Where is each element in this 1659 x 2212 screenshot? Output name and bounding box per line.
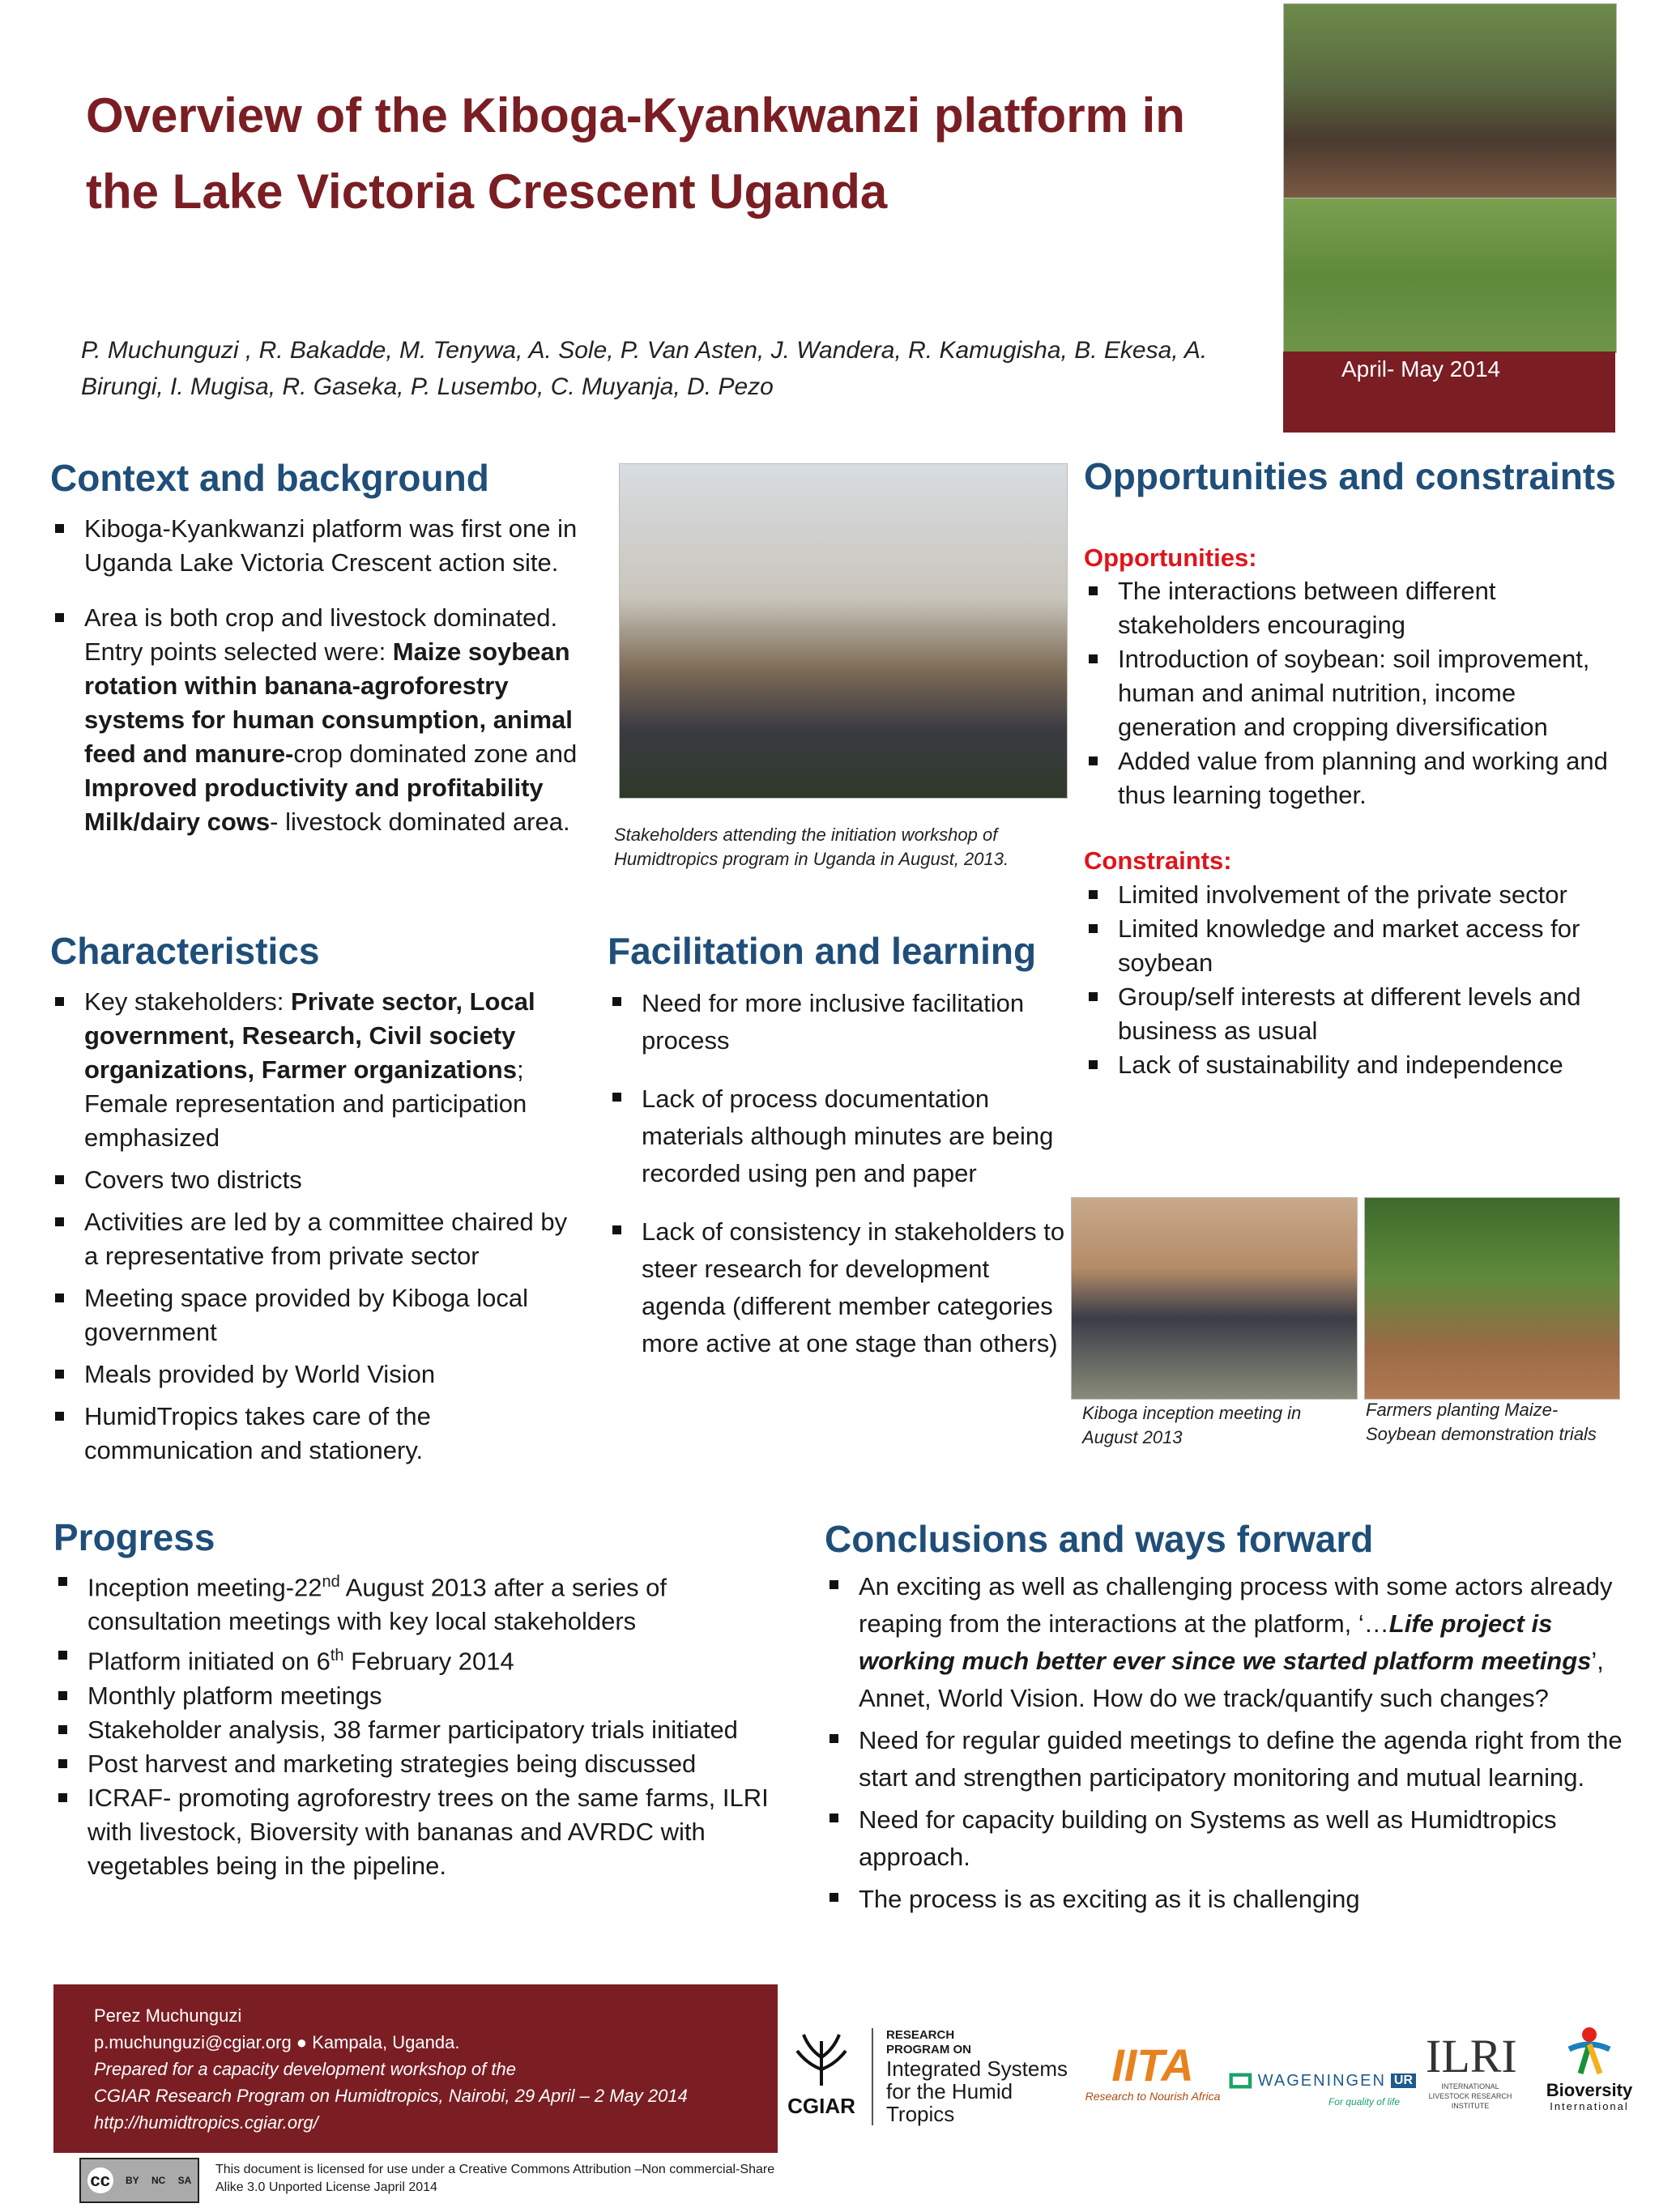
photo-goat-field <box>1283 198 1617 353</box>
conclusions-list <box>825 1568 1627 1918</box>
bioversity-label: Bioversity <box>1546 2080 1633 2100</box>
constraints-list <box>1084 878 1627 1082</box>
footer-contact: p.muchunguzi@cgiar.org ● Kampala, Uganda. <box>94 2032 460 2052</box>
list-item: Meals provided by World Vision <box>50 1357 585 1392</box>
bioversity-figure-icon <box>1561 2025 1618 2077</box>
cc-license-badge <box>79 2158 199 2203</box>
list-item: An exciting as well as challenging process with some actors already reaping from the interactions at the platform, ‘…Life project is working much better ever since we started platform meetings’, Annet, World Vision. How do we track/quantify such changes? <box>825 1568 1627 1717</box>
cc-icon: cc <box>87 2167 113 2193</box>
research-program-logo <box>872 2028 1097 2125</box>
opportunities-label: Opportunities: <box>1084 543 1257 572</box>
list-item: Platform initiated on 6th February 2014 <box>53 1639 799 1678</box>
photo-kiboga-meeting <box>1071 1197 1358 1400</box>
photo-farmers-planting <box>1364 1197 1620 1400</box>
list-item: Area is both crop and livestock dominated. Entry points selected were: Maize soybean rotation within banana-agroforestry systems for human consumption, animal feed and manure-crop dominated zone and Improved productivity and profitability Milk/dairy cows- livestock dominated area. <box>50 601 601 839</box>
list-item: Inception meeting-22nd August 2013 after a series of consultation meetings with key local stakeholders <box>53 1565 799 1639</box>
wageningen-tagline: For quality of life <box>1328 2096 1400 2108</box>
cc-by: BY <box>125 2175 139 2186</box>
list-item: Added value from planning and working and thus learning together. <box>1084 744 1627 812</box>
conclusions-heading: Conclusions and ways forward <box>825 1518 1374 1560</box>
context-heading: Context and background <box>50 457 489 499</box>
rp-line-1: RESEARCH <box>886 2028 955 2042</box>
wageningen-label: WAGENINGEN <box>1257 2071 1386 2090</box>
photo-caption-kiboga: Kiboga inception meeting in August 2013 <box>1082 1403 1302 1447</box>
photo-farmers-top <box>1283 3 1617 199</box>
list-item: Lack of consistency in stakeholders to steer research for development agenda (different member categories more active at one stage than others) <box>608 1213 1069 1362</box>
iita-logo <box>1084 2041 1222 2103</box>
cgiar-label: CGIAR <box>787 2094 855 2118</box>
cc-nc: NC <box>151 2175 166 2186</box>
list-item: Monthly platform meetings <box>53 1679 799 1713</box>
cgiar-logo <box>783 2025 860 2122</box>
date-label: April- May 2014 <box>1341 356 1501 381</box>
list-item: HumidTropics takes care of the communication and stationery. <box>50 1400 585 1468</box>
ilri-label: ILRI <box>1426 2030 1517 2082</box>
list-item: Lack of sustainability and independence <box>1084 1048 1627 1082</box>
footer-name: Perez Muchunguzi <box>94 2005 242 2026</box>
rp-line-2: PROGRAM ON <box>886 2043 971 2056</box>
iita-label: IITA <box>1111 2039 1194 2091</box>
list-item: Need for capacity building on Systems as well as Humidtropics approach. <box>825 1801 1627 1876</box>
list-item: Group/self interests at different levels and business as usual <box>1084 980 1627 1048</box>
poster-title: Overview of the Kiboga-Kyankwanzi platform in the Lake Victoria Crescent Uganda <box>86 88 1185 219</box>
characteristics-heading: Characteristics <box>50 930 320 972</box>
list-item: Stakeholder analysis, 38 farmer participatory trials initiated <box>53 1713 799 1747</box>
list-item: Activities are led by a committee chaired by a representative from private sector <box>50 1205 585 1273</box>
license-text: This document is licensed for use under a Creative Commons Attribution –Non commercial-Share Alike 3.0 Unported License Japril 2014 <box>215 2163 775 2194</box>
wageningen-logo <box>1228 2065 1416 2108</box>
list-item: Limited involvement of the private sector <box>1084 878 1627 912</box>
photo-caption-planting: Farmers planting Maize-Soybean demonstration trials <box>1366 1400 1597 1444</box>
wageningen-emblem-icon <box>1228 2065 1253 2096</box>
ilri-subtitle: INTERNATIONAL LIVESTOCK RESEARCH INSTITUTE <box>1428 2082 1512 2110</box>
facilitation-list <box>608 985 1069 1362</box>
progress-heading: Progress <box>53 1516 215 1558</box>
list-item: Kiboga-Kyankwanzi platform was first one in Uganda Lake Victoria Crescent action site. <box>50 512 601 580</box>
rp-line-5: Tropics <box>886 2102 955 2126</box>
list-item: Key stakeholders: Private sector, Local government, Research, Civil society organizations, Farmer organizations; Female representation and participation emphasized <box>50 985 585 1155</box>
characteristics-list <box>50 985 585 1468</box>
photo-stakeholders-workshop <box>619 463 1068 799</box>
footer-prepared-2: CGIAR Research Program on Humidtropics, Nairobi, 29 April – 2 May 2014 <box>94 2086 688 2106</box>
ilri-logo <box>1426 2031 1515 2111</box>
list-item: Introduction of soybean: soil improvement, human and animal nutrition, income generation and cropping diversification <box>1084 642 1627 744</box>
list-item: Limited knowledge and market access for soybean <box>1084 912 1627 980</box>
wheat-icon <box>789 2025 854 2090</box>
list-item: Meeting space provided by Kiboga local government <box>50 1281 585 1349</box>
cc-sa: SA <box>177 2175 192 2186</box>
bioversity-subtitle: International <box>1550 2100 1629 2112</box>
list-item: Need for more inclusive facilitation process <box>608 985 1069 1059</box>
context-list <box>50 512 601 839</box>
rp-line-4: for the Humid <box>886 2079 1013 2103</box>
iita-tagline: Research to Nourish Africa <box>1085 2090 1221 2103</box>
opportunities-list <box>1084 574 1627 812</box>
photo-caption-workshop: Stakeholders attending the initiation workshop of Humidtropics program in Uganda in August, 2013. <box>614 825 1009 869</box>
footer-contact-box <box>53 1984 778 2153</box>
constraints-label: Constraints: <box>1084 846 1232 875</box>
list-item: ICRAF- promoting agroforestry trees on the same farms, ILRI with livestock, Bioversity with bananas and AVRDC with vegetables being in the pipeline. <box>53 1781 799 1883</box>
opportunities-heading: Opportunities and constraints <box>1084 455 1616 497</box>
progress-list <box>53 1565 799 1883</box>
wageningen-ur: UR <box>1391 2073 1416 2088</box>
footer-url[interactable]: http://humidtropics.cgiar.org/ <box>94 2112 318 2133</box>
list-item: Covers two districts <box>50 1163 585 1197</box>
list-item: The interactions between different stakeholders encouraging <box>1084 574 1627 642</box>
footer-prepared-1: Prepared for a capacity development workshop of the <box>94 2059 516 2079</box>
list-item: Lack of process documentation materials although minutes are being recorded using pen and paper <box>608 1080 1069 1192</box>
date-box <box>1283 352 1615 433</box>
facilitation-heading: Facilitation and learning <box>608 930 1037 972</box>
bioversity-logo <box>1539 2025 1640 2112</box>
rp-line-3: Integrated Systems <box>886 2056 1068 2081</box>
list-item: Post harvest and marketing strategies being discussed <box>53 1747 799 1781</box>
list-item: The process is as exciting as it is challenging <box>825 1881 1627 1918</box>
list-item: Need for regular guided meetings to define the agenda right from the start and strengthen participatory monitoring and mutual learning. <box>825 1722 1627 1796</box>
authors: P. Muchunguzi , R. Bakadde, M. Tenywa, A. Sole, P. Van Asten, J. Wandera, R. Kamugisha, B. Ekesa, A. Birungi, I. Mugisa, R. Gaseka, P. Lusembo, C. Muyanja, D. Pezo <box>81 337 1208 400</box>
